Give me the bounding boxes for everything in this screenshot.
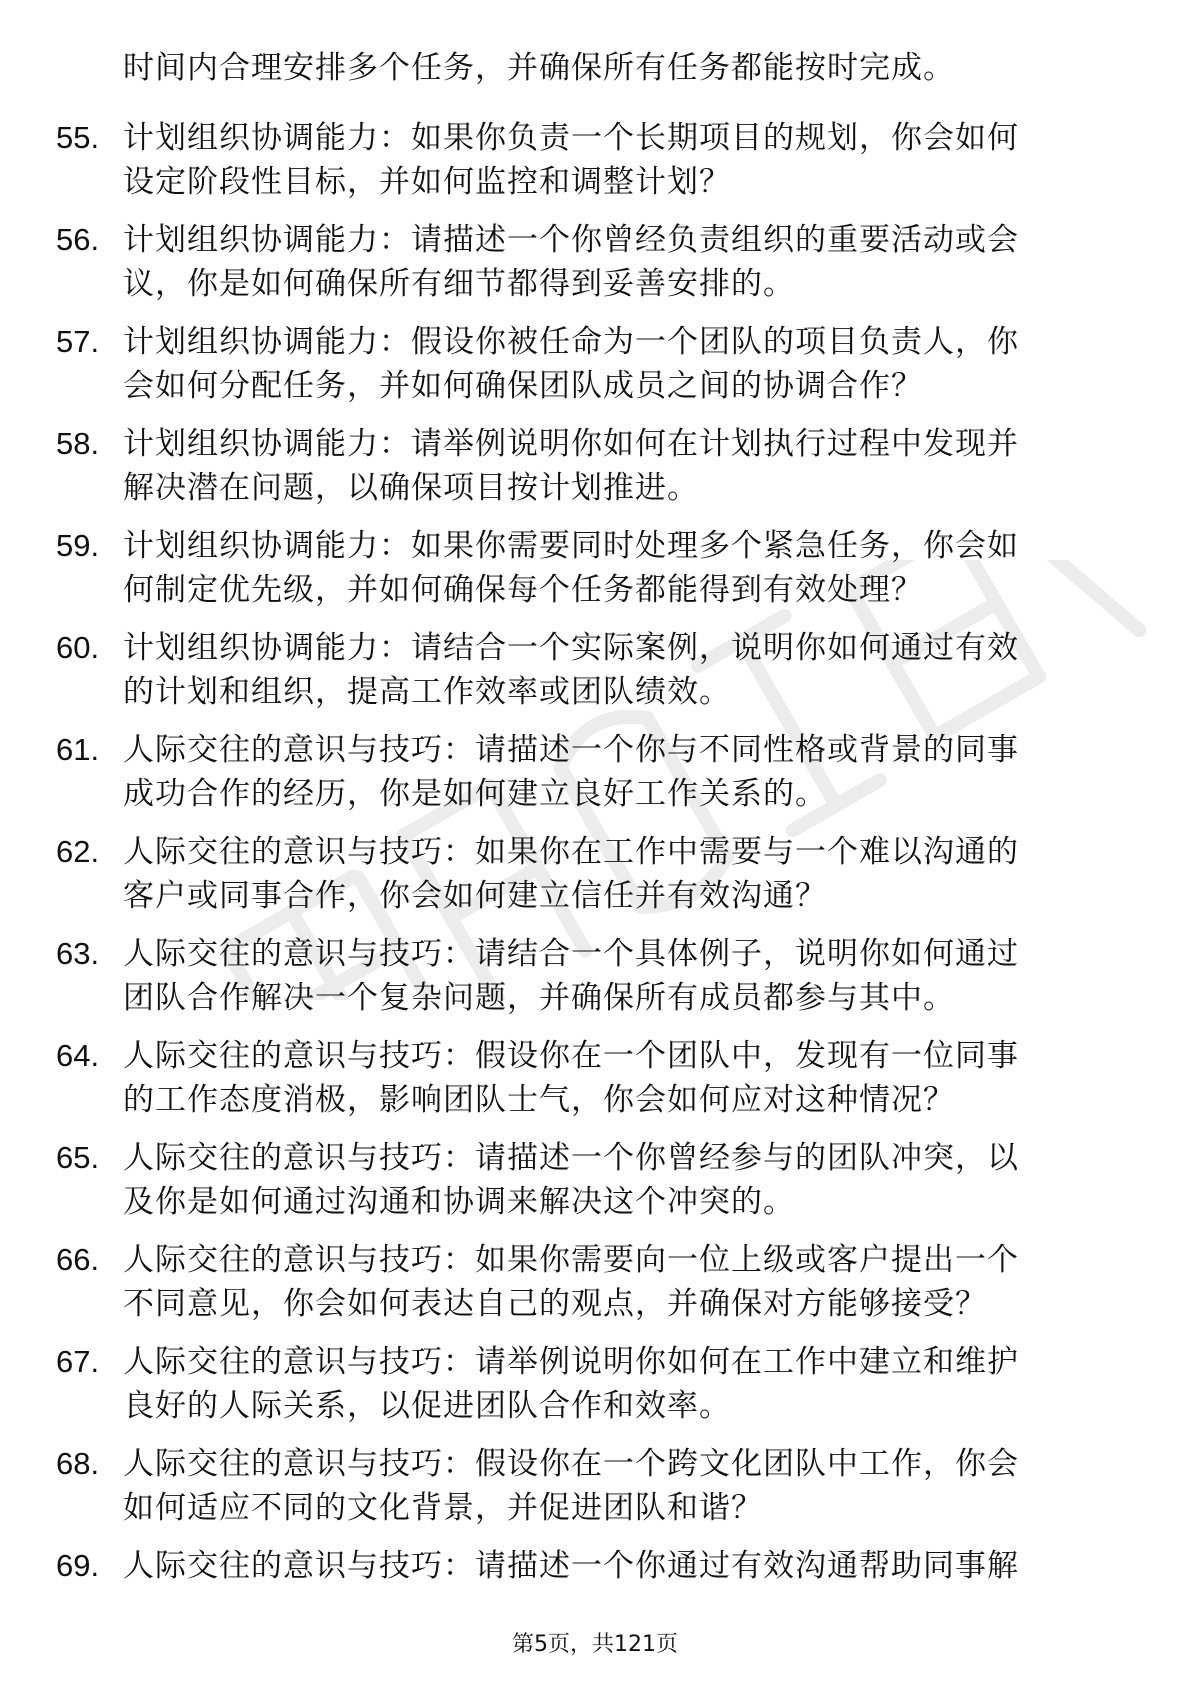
question-text-line: 计划组织协调能力：假设你被任命为一个团队的项目负责人，你 (123, 324, 1019, 360)
page-footer: 第5页，共121页 (512, 1632, 678, 1657)
question-number: 63. (56, 936, 100, 971)
question-text-line: 计划组织协调能力：如果你需要同时处理多个紧急任务，你会如 (123, 528, 1019, 564)
question-text-line: 人际交往的意识与技巧：请描述一个你与不同性格或背景的同事 (123, 732, 1019, 768)
question-number: 65. (56, 1140, 100, 1175)
question-number: 67. (56, 1344, 100, 1379)
question-text (123, 830, 1123, 918)
question-text-line: 解决潜在问题，以确保项目按计划推进。 (123, 470, 699, 506)
question-text (123, 422, 1123, 510)
question-text (123, 1340, 1123, 1428)
question-text-line: 如何适应不同的文化背景，并促进团队和谐？ (123, 1490, 763, 1526)
list-item (0, 1136, 1190, 1238)
question-text-line: 团队合作解决一个复杂问题，并确保所有成员都参与其中。 (123, 980, 955, 1016)
question-text-line: 不同意见，你会如何表达自己的观点，并确保对方能够接受？ (123, 1286, 987, 1322)
question-text (123, 218, 1123, 306)
question-text-line: 人际交往的意识与技巧：请描述一个你通过有效沟通帮助同事解 (123, 1548, 1019, 1584)
question-text-line: 客户或同事合作，你会如何建立信任并有效沟通？ (123, 878, 827, 914)
list-item (0, 626, 1190, 728)
question-text (123, 626, 1123, 714)
question-text-line: 人际交往的意识与技巧：假设你在一个跨文化团队中工作，你会 (123, 1446, 1019, 1482)
question-text-line: 及你是如何通过沟通和协调来解决这个冲突的。 (123, 1184, 795, 1220)
question-text-line: 人际交往的意识与技巧：如果你需要向一位上级或客户提出一个 (123, 1242, 1019, 1278)
question-number: 56. (56, 222, 100, 257)
question-text (123, 1544, 1123, 1588)
question-text-line: 人际交往的意识与技巧：如果你在工作中需要与一个难以沟通的 (123, 834, 1019, 870)
question-number: 58. (56, 426, 100, 461)
list-item (0, 1340, 1190, 1442)
list-item (0, 218, 1190, 320)
question-number: 61. (56, 732, 100, 767)
question-number: 69. (56, 1548, 100, 1583)
list-item (0, 1034, 1190, 1136)
question-number: 60. (56, 630, 100, 665)
list-item (0, 320, 1190, 422)
question-text-line: 的工作态度消极，影响团队士气，你会如何应对这种情况？ (123, 1082, 955, 1118)
question-text (123, 116, 1123, 204)
list-item (0, 1442, 1190, 1544)
question-text-line: 设定阶段性目标，并如何监控和调整计划？ (123, 164, 731, 200)
question-number: 57. (56, 324, 100, 359)
question-text-line: 成功合作的经历，你是如何建立良好工作关系的。 (123, 776, 827, 812)
list-item (0, 728, 1190, 830)
question-number: 66. (56, 1242, 100, 1277)
list-item (0, 1238, 1190, 1340)
question-number: 62. (56, 834, 100, 869)
question-text-line: 人际交往的意识与技巧：请举例说明你如何在工作中建立和维护 (123, 1344, 1019, 1380)
question-text-line: 何制定优先级，并如何确保每个任务都能得到有效处理？ (123, 572, 923, 608)
question-text (123, 524, 1123, 612)
question-text-line: 计划组织协调能力：请结合一个实际案例，说明你如何通过有效 (123, 630, 1019, 666)
question-text (123, 728, 1123, 816)
list-item (0, 422, 1190, 524)
question-text-line: 计划组织协调能力：请描述一个你曾经负责组织的重要活动或会 (123, 222, 1019, 258)
question-number: 68. (56, 1446, 100, 1481)
question-text (123, 932, 1123, 1020)
question-text-line: 议，你是如何确保所有细节都得到妥善安排的。 (123, 266, 795, 302)
list-item (0, 116, 1190, 218)
question-text (123, 320, 1123, 408)
list-item (0, 830, 1190, 932)
question-number: 59. (56, 528, 100, 563)
question-number: 64. (56, 1038, 100, 1073)
question-text (123, 1136, 1123, 1224)
question-text-line: 人际交往的意识与技巧：请描述一个你曾经参与的团队冲突，以 (123, 1140, 1019, 1176)
continued-text: 时间内合理安排多个任务，并确保所有任务都能按时完成。 (123, 50, 955, 86)
question-text (123, 1442, 1123, 1530)
question-text-line: 人际交往的意识与技巧：请结合一个具体例子，说明你如何通过 (123, 936, 1019, 972)
question-text-line: 计划组织协调能力：如果你负责一个长期项目的规划，你会如何 (123, 120, 1019, 156)
question-text (123, 1034, 1123, 1122)
question-text-line: 良好的人际关系，以促进团队合作和效率。 (123, 1388, 731, 1424)
list-item (0, 932, 1190, 1034)
list-item (0, 524, 1190, 626)
question-text-line: 的计划和组织，提高工作效率或团队绩效。 (123, 674, 731, 710)
question-text-line: 会如何分配任务，并如何确保团队成员之间的协调合作？ (123, 368, 923, 404)
question-text-line: 人际交往的意识与技巧：假设你在一个团队中，发现有一位同事 (123, 1038, 1019, 1074)
question-text-line: 计划组织协调能力：请举例说明你如何在计划执行过程中发现并 (123, 426, 1019, 462)
question-list (0, 116, 1190, 1646)
question-text (123, 1238, 1123, 1326)
question-number: 55. (56, 120, 100, 155)
